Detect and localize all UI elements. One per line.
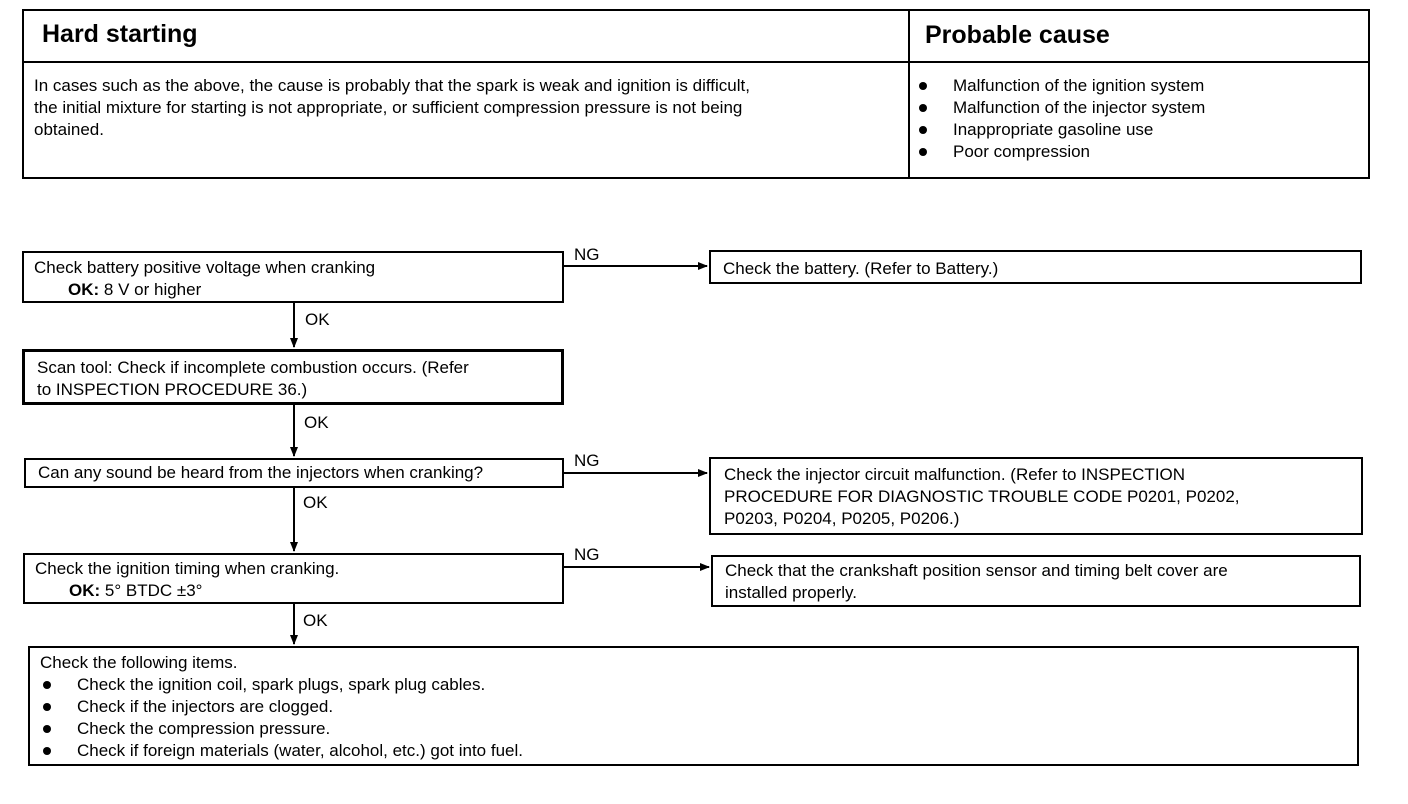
ok-criteria-label: OK: (69, 581, 101, 600)
final-item-text: Check if the injectors are clogged. (77, 697, 334, 716)
step-text: to INSPECTION PROCEDURE 36.) (37, 380, 308, 399)
bullet-icon (919, 126, 927, 134)
symptom-description (24, 63, 910, 177)
cause-text: Poor compression (953, 142, 1091, 161)
step-ignition-timing (23, 553, 564, 604)
final-item-text: Check the compression pressure. (77, 719, 331, 738)
step-final-checks (28, 646, 1359, 766)
cause-item (910, 75, 1368, 97)
cause-text: Inappropriate gasoline use (953, 120, 1154, 139)
cause-text: Malfunction of the ignition system (953, 76, 1205, 95)
ng-text: installed properly. (725, 583, 857, 602)
ng-check-crankshaft-sensor (711, 555, 1361, 607)
description-line: In cases such as the above, the cause is probably that the spark is weak and ignition is difficult, (34, 76, 750, 95)
bullet-icon (919, 104, 927, 112)
step-text: Can any sound be heard from the injectors when cranking? (38, 463, 484, 482)
final-item (40, 674, 1357, 696)
description-line: the initial mixture for starting is not appropriate, or sufficient compression pressure is not being (34, 98, 743, 117)
cause-item (910, 119, 1368, 141)
ng-text: Check that the crankshaft position sensor and timing belt cover are (725, 561, 1228, 580)
step-battery-voltage (22, 251, 564, 303)
cause-item (910, 97, 1368, 119)
final-title: Check the following items. (40, 653, 238, 672)
ng-text: P0203, P0204, P0205, P0206.) (724, 509, 960, 528)
ok-criteria (35, 580, 562, 602)
symptom-title: Hard starting (24, 11, 910, 63)
ng-text: Check the battery. (Refer to Battery.) (723, 259, 999, 278)
step-injector-sound (24, 458, 564, 488)
cause-text: Malfunction of the injector system (953, 98, 1206, 117)
ok-label-4: OK (303, 611, 328, 630)
final-item (40, 718, 1357, 740)
probable-cause-title: Probable cause (910, 11, 1368, 63)
ok-criteria-value: 5° BTDC ±3° (104, 581, 203, 600)
bullet-icon (43, 703, 51, 711)
ok-label-2: OK (304, 413, 329, 432)
bullet-icon (43, 747, 51, 755)
bullet-icon (43, 681, 51, 689)
final-item-text: Check if foreign materials (water, alcohol, etc.) got into fuel. (77, 741, 523, 760)
step-scan-tool (22, 349, 564, 405)
symptom-table (22, 9, 1370, 179)
bullet-icon (919, 82, 927, 90)
ok-label-1: OK (305, 310, 330, 329)
ok-label-3: OK (303, 493, 328, 512)
ng-label-2: NG (574, 451, 600, 470)
ok-criteria-label: OK: (68, 280, 100, 299)
step-text: Scan tool: Check if incomplete combustion occurs. (Refer (37, 358, 469, 377)
ng-label-1: NG (574, 245, 600, 264)
ng-text: PROCEDURE FOR DIAGNOSTIC TROUBLE CODE P0201, P0202, (724, 487, 1240, 506)
description-line: obtained. (34, 120, 104, 139)
ng-text: Check the injector circuit malfunction. (Refer to INSPECTION (724, 465, 1186, 484)
ok-criteria (34, 279, 562, 301)
step-text: Check the ignition timing when cranking. (35, 559, 340, 578)
cause-item (910, 141, 1368, 163)
bullet-icon (43, 725, 51, 733)
final-item (40, 696, 1357, 718)
bullet-icon (919, 148, 927, 156)
probable-cause-list (910, 63, 1368, 177)
step-text: Check battery positive voltage when cranking (34, 258, 376, 277)
ok-criteria-value: 8 V or higher (103, 280, 202, 299)
ng-check-injector-circuit (709, 457, 1363, 535)
ng-label-3: NG (574, 545, 600, 564)
final-item-text: Check the ignition coil, spark plugs, spark plug cables. (77, 675, 486, 694)
ng-check-battery (709, 250, 1362, 284)
final-item (40, 740, 1357, 762)
